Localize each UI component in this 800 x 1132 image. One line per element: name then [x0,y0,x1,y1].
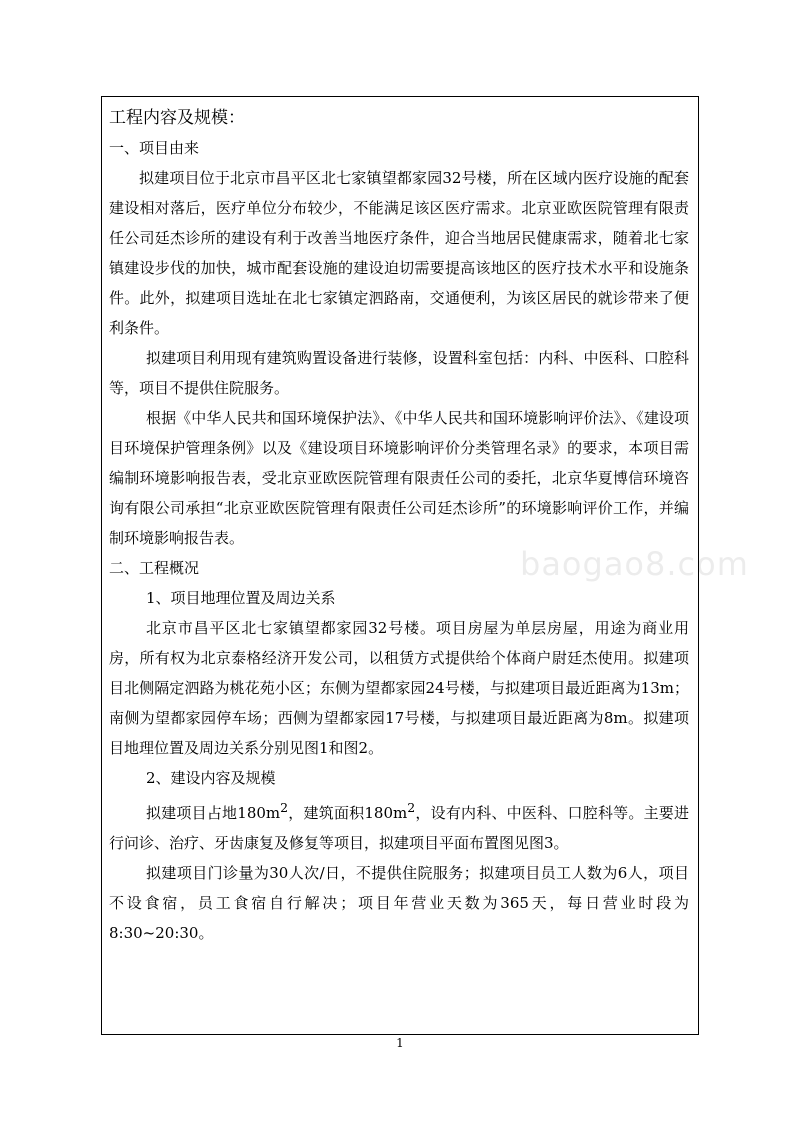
text-segment: ，设有内科、中医科、口腔科等。主要进行问诊、治疗、牙齿康复及修复等项目，拟建项目平面布置图见图3。 [109,804,690,852]
superscript: 2 [407,800,416,815]
paragraph-origin-3: 根据《中华人民共和国环境保护法》、《中华人民共和国环境影响评价法》、《建设项目环境保护管理条例》以及《建设项目环境影响评价分类管理名录》的要求，本项目需编制环境影响报告表，受北京亚欧医院管理有限责任公司的委托，北京华夏博信环境咨询有限公司承担“北京亚欧医院管理有限责任公司廷杰诊所”的环境影响评价工作，并编制环境影响报告表。 [109,409,689,547]
page-heading: 工程内容及规模： [109,108,245,128]
section-title-origin: 一、项目由来 [109,139,200,157]
text-segment: ，建筑面积180m [288,804,408,822]
section-title-overview: 二、工程概况 [109,559,200,577]
paragraph-scale-1 [109,793,689,858]
paragraph-location: 北京市昌平区北七家镇望都家园32号楼。项目房屋为单层房屋，用途为商业用房，所有权为北京泰格经济开发公司，以租赁方式提供给个体商户尉廷杰使用。拟建项目北侧隔定泗路为桃花苑小区；东侧为望都家园24号楼，与拟建项目最近距离为13m；南侧为望都家园停车场；西侧为望都家园17号楼，与拟建项目最近距离为8m。拟建项目地理位置及周边关系分别见图1和图2。 [109,619,689,757]
watermark: baogao8.com [520,545,749,583]
document-body [109,103,689,948]
superscript: 2 [280,800,289,815]
paragraph-origin-2: 拟建项目利用现有建筑购置设备进行装修，设置科室包括：内科、中医科、口腔科等，项目不提供住院服务。 [109,349,689,397]
subsection-title-scale: 2、建设内容及规模 [146,769,276,787]
text-segment: 拟建项目占地180m [146,804,281,822]
page-number: 1 [396,1036,404,1050]
paragraph-scale-2: 拟建项目门诊量为30人次/日，不提供住院服务；拟建项目员工人数为6人，项目不设食宿，员工食宿自行解决；项目年营业天数为365天，每日营业时段为8:30~20:30。 [109,864,689,942]
paragraph-origin-1: 拟建项目位于北京市昌平区北七家镇望都家园32号楼，所在区域内医疗设施的配套建设相对落后，医疗单位分布较少，不能满足该区医疗需求。北京亚欧医院管理有限责任公司廷杰诊所的建设有利于改善当地医疗条件，迎合当地居民健康需求，随着北七家镇建设步伐的加快，城市配套设施的建设迫切需要提高该地区的医疗技术水平和设施条件。此外，拟建项目选址在北七家镇定泗路南，交通便利，为该区居民的就诊带来了便利条件。 [109,169,689,337]
subsection-title-location: 1、项目地理位置及周边关系 [146,589,336,607]
